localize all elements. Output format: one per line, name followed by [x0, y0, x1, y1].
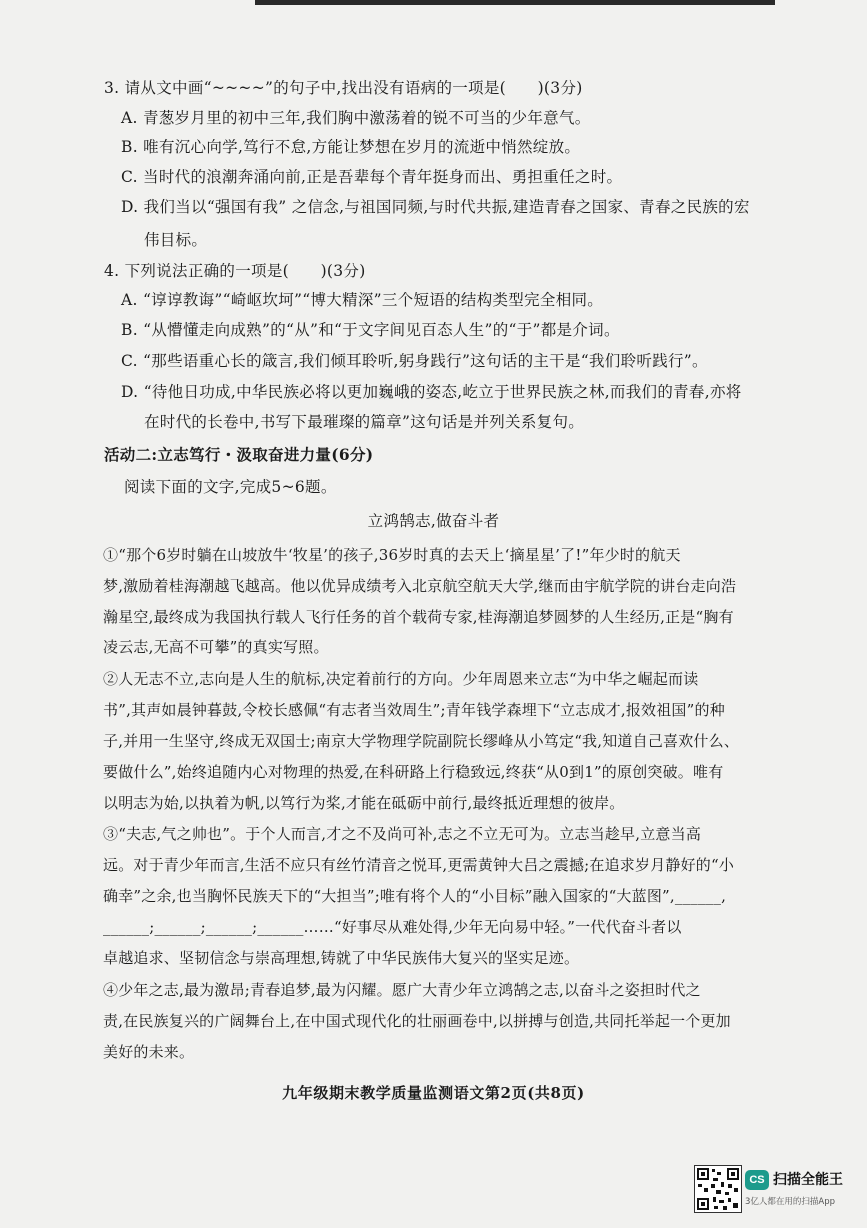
paragraph-1-line: 梦,激励着桂海潮越飞越高。他以优异成绩考入北京航空航天大学,继而由宇航学院的讲台走向浩 [103, 577, 737, 595]
question-4-option-d-continued: 在时代的长卷中,书写下最璀璨的篇章”这句话是并列关系复句。 [144, 413, 585, 431]
qr-code-icon [694, 1165, 742, 1213]
paragraph-4-line: ④少年之志,最为激昂;青春追梦,最为闪耀。愿广大青少年立鸿鹄之志,以奋斗之姿担时代之 [103, 981, 701, 999]
paragraph-3-line: ③“夫志,气之帅也”。于个人而言,才之不及尚可补,志之不立无可为。立志当趁早,立意当高 [103, 825, 702, 843]
question-3-option-a: A. 青葱岁月里的初中三年,我们胸中激荡着的锐不可当的少年意气。 [121, 109, 591, 127]
camscanner-logo-icon: CS [745, 1170, 769, 1190]
paragraph-3-line: ______;______;______;______……“好事尽从难处得,少年无向易中轻。”一代代奋斗者以 [103, 918, 682, 936]
question-4-option-a: A. “谆谆教诲”“崎岖坎坷”“博大精深”三个短语的结构类型完全相同。 [121, 291, 604, 309]
paragraph-1-line: ①“那个6岁时躺在山坡放牛‘牧星’的孩子,36岁时真的去天上‘摘星星’了!”年少时的航天 [103, 546, 681, 564]
paragraph-2-line: ②人无志不立,志向是人生的航标,决定着前行的方向。少年周恩来立志“为中华之崛起而读 [103, 670, 699, 688]
paragraph-2-line: 书”,其声如晨钟暮鼓,令校长感佩“有志者当效周生”;青年钱学森埋下“立志成才,报效祖国”的种 [103, 701, 725, 719]
scanner-brand-tagline: 3亿人都在用的扫描App [745, 1197, 836, 1207]
paragraph-3-line: 确幸”之余,也当胸怀民族天下的“大担当”;唯有将个人的“小目标”融入国家的“大蓝图”,______, [103, 887, 727, 905]
paragraph-2-line: 以明志为始,以执着为帆,以笃行为桨,才能在砥砺中前行,最终抵近理想的彼岸。 [103, 794, 625, 812]
paragraph-1-line: 瀚星空,最终成为我国执行载人飞行任务的首个载荷专家,桂海潮追梦圆梦的人生经历,正是“胸有 [103, 608, 734, 626]
question-3-option-d: D. 我们当以“强国有我” 之信念,与祖国同频,与时代共振,建造青春之国家、青春之民族的宏 [121, 198, 750, 216]
paragraph-1-line: 凌云志,无高不可攀”的真实写照。 [103, 638, 329, 656]
paragraph-4-line: 责,在民族复兴的广阔舞台上,在中国式现代化的壮丽画卷中,以拼搏与创造,共同托举起一个更加 [103, 1012, 731, 1030]
page-footer: 九年级期末教学质量监测语文第2页(共8页) [282, 1084, 585, 1102]
paragraph-2-line: 要做什么”,始终追随内心对物理的热爱,在科研路上行稳致远,终获“从0到1”的原创突破。唯有 [103, 763, 724, 781]
question-4-stem: 4. 下列说法正确的一项是( )(3分) [104, 262, 366, 280]
question-3-option-b: B. 唯有沉心向学,笃行不怠,方能让梦想在岁月的流逝中悄然绽放。 [121, 138, 581, 156]
paragraph-3-line: 卓越追求、坚韧信念与崇高理想,铸就了中华民族伟大复兴的坚实足迹。 [103, 949, 580, 967]
paragraph-4-line: 美好的未来。 [103, 1043, 195, 1061]
question-4-option-d: D. “待他日功成,中华民族必将以更加巍峨的姿态,屹立于世界民族之林,而我们的青春,亦将 [121, 383, 742, 401]
question-4-option-b: B. “从懵懂走向成熟”的“从”和“于文字间见百态人生”的“于”都是介词。 [121, 321, 620, 339]
question-3-option-c: C. 当时代的浪潮奔涌向前,正是吾辈每个青年挺身而出、勇担重任之时。 [121, 168, 623, 186]
activity-title: 活动二:立志笃行・汲取奋进力量(6分) [104, 445, 374, 464]
question-3-stem: 3. 请从文中画“~~~~”的句子中,找出没有语病的一项是( )(3分) [104, 79, 583, 97]
paragraph-3-line: 远。对于青少年而言,生活不应只有丝竹清音之悦耳,更需黄钟大吕之震撼;在追求岁月静好的“小 [103, 856, 735, 874]
paragraph-2-line: 子,并用一生坚守,终成无双国士;南京大学物理学院副院长缪峰从小笃定“我,知道自己喜欢什么、 [103, 732, 740, 750]
activity-instruction: 阅读下面的文字,完成5~6题。 [124, 478, 337, 496]
question-3-option-d-continued: 伟目标。 [144, 231, 208, 249]
article-title: 立鸿鹄志,做奋斗者 [367, 512, 500, 530]
scanner-brand-name: 扫描全能王 [773, 1172, 843, 1188]
question-4-option-c: C. “那些语重心长的箴言,我们倾耳聆听,躬身践行”这句话的主干是“我们聆听践行”。 [121, 352, 708, 370]
